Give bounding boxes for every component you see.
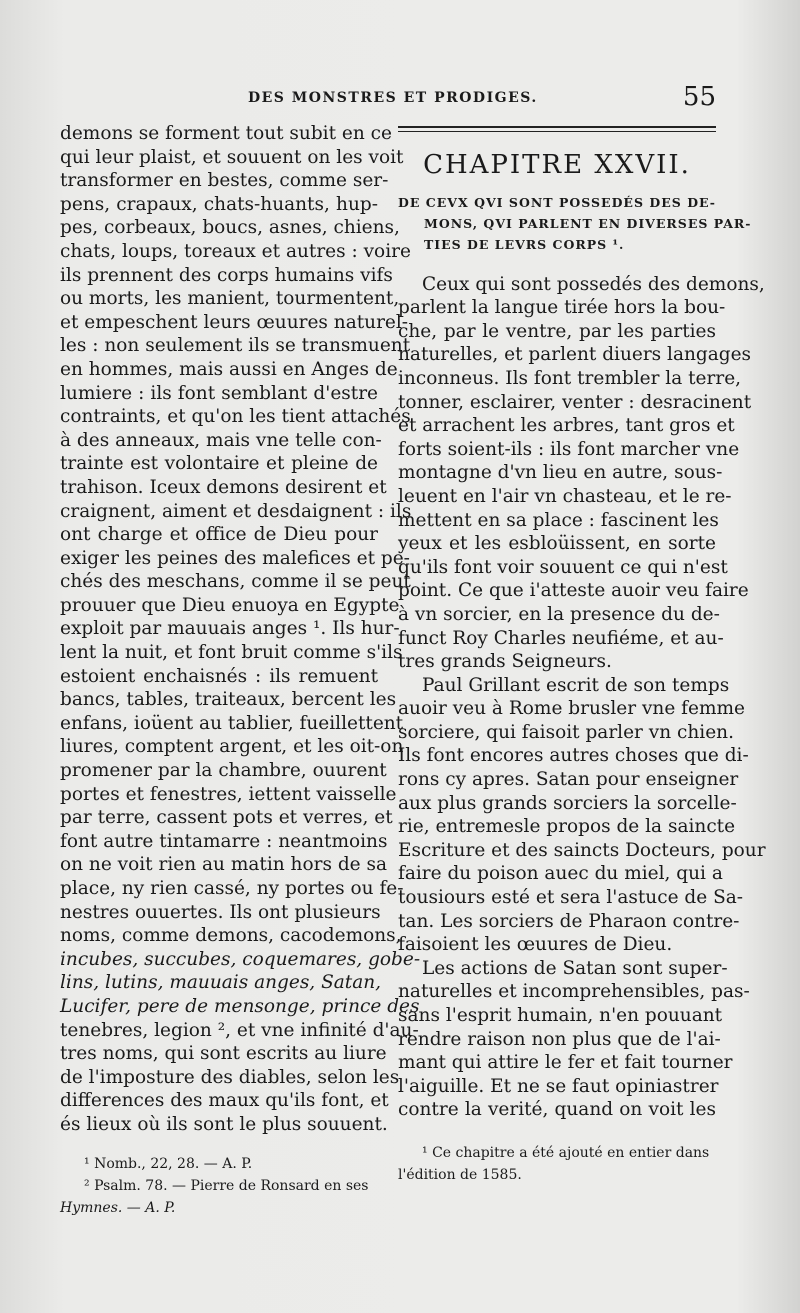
text-line: naturelles, et parlent diuers langages — [398, 344, 752, 366]
footnote: ¹ Nomb., 22, 28. — A. P. — [84, 1155, 253, 1172]
footnotes — [398, 1142, 716, 1186]
text-line: les : non seulement ils se transmuent — [60, 335, 411, 357]
text-line: leuent en l'air vn chasteau, et le re- — [398, 485, 732, 507]
text-line: rendre raison non plus que de l'ai- — [398, 1028, 721, 1050]
text-line: noms, comme demons, cacodemons, — [60, 925, 402, 947]
text-line: che, par le ventre, par les parties — [398, 320, 716, 342]
text-line: transformer en bestes, comme ser- — [60, 170, 389, 192]
text-line: qui leur plaist, et souuent on les voit — [60, 146, 404, 168]
text-line: lins, lutins, mauuais anges, Satan, — [60, 972, 382, 994]
text-line: Ils font encores autres choses que di- — [398, 745, 749, 767]
text-line: exiger les peines des malefices et pe- — [60, 547, 410, 569]
text-line: tenebres, legion ², et vne infinité d'au- — [60, 1019, 419, 1041]
text-line: és lieux où ils sont le plus souuent. — [60, 1113, 388, 1135]
text-line: inconneus. Ils font trembler la terre, — [398, 367, 742, 389]
text-line: et arrachent les arbres, tant gros et — [398, 415, 735, 437]
subtitle-line: TIES DE LEVRS CORPS ¹. — [424, 236, 625, 252]
page-number: 55 — [682, 82, 716, 112]
double-rule-top — [398, 126, 716, 128]
text-line: chés des meschans, comme il se peut — [60, 571, 411, 593]
footnotes — [60, 1153, 378, 1219]
text-line: Lucifer, pere de mensonge, prince des — [60, 995, 420, 1017]
text-line: faire du poison auec du miel, qui a — [398, 863, 723, 885]
text-line: yeux et les esbloüissent, en sorte — [398, 533, 716, 555]
text-line: rie, entremesle propos de la saincte — [398, 816, 736, 838]
footnote: Hymnes. — A. P. — [60, 1199, 176, 1216]
text-line: montagne d'vn lieu en autre, sous- — [398, 462, 723, 484]
text-line: pes, corbeaux, boucs, asnes, chiens, — [60, 217, 400, 239]
text-line: et empeschent leurs œuures naturel- — [60, 311, 409, 333]
text-line: Escriture et des saincts Docteurs, pour — [398, 839, 766, 861]
text-line: tousiours esté et sera l'astuce de Sa- — [398, 887, 744, 909]
text-line: ont charge et office de Dieu pour — [60, 524, 378, 546]
text-line: ils prennent des corps humains vifs — [60, 264, 393, 286]
text-line: funct Roy Charles neufiéme, et au- — [398, 627, 724, 649]
text-line: point. Ce que i'atteste auoir veu faire — [398, 580, 749, 602]
text-line: trainte est volontaire et pleine de — [60, 453, 378, 475]
chapter-subtitle — [398, 192, 752, 255]
text-line: differences des maux qu'ils font, et — [60, 1090, 389, 1112]
left-column — [60, 122, 421, 1219]
text-line: nestres ouuertes. Ils ont plusieurs — [60, 901, 381, 923]
text-line: parlent la langue tirée hors la bou- — [398, 297, 726, 319]
text-line: ou morts, les manient, tourmentent, — [60, 288, 400, 310]
text-line: sorciere, qui faisoit parler vn chien. — [398, 721, 734, 743]
double-rule-bottom — [398, 131, 716, 132]
text-line: par terre, cassent pots et verres, et — [60, 807, 393, 829]
subtitle-line: DE CEVX QVI SONT POSSEDÉS DES DE- — [398, 194, 716, 210]
text-line: contraints, et qu'on les tient attachés — [60, 406, 411, 428]
footnote: ² Psalm. 78. — Pierre de Ronsard en ses — [84, 1177, 369, 1194]
text-line: place, ny rien cassé, ny portes ou fe- — [60, 878, 404, 899]
text-line: de l'imposture des diables, selon les — [60, 1066, 400, 1088]
text-line: forts soient-ils : ils font marcher vne — [398, 438, 740, 460]
text-line: liures, comptent argent, et les oit-on — [60, 736, 404, 758]
text-line: contre la verité, quand on voit les — [398, 1099, 716, 1121]
text-line: à vn sorcier, en la presence du de- — [398, 603, 720, 625]
text-line: font autre tintamarre : neantmoins — [60, 830, 388, 852]
footnote: ¹ Ce chapitre a été ajouté en entier dans — [422, 1144, 710, 1161]
text-line: qu'ils font voir souuent ce qui n'est — [398, 556, 728, 578]
right-column — [398, 122, 766, 1186]
running-title: DES MONSTRES ET PRODIGES. — [248, 90, 538, 106]
text-line: lent la nuit, et font bruit comme s'ils — [60, 642, 403, 664]
text-line: auoir veu à Rome brusler vne femme — [398, 698, 745, 720]
text-line: mant qui attire le fer et fait tourner — [398, 1052, 733, 1074]
running-header — [60, 82, 716, 118]
text-line: rons cy apres. Satan pour enseigner — [398, 769, 739, 791]
text-line: craignent, aiment et desdaignent : ils — [60, 500, 412, 522]
text-line: à des anneaux, mais vne telle con- — [60, 429, 382, 451]
text-line: enfans, ioüent au tablier, fueillettent — [60, 712, 404, 734]
text-line: tonner, esclairer, venter : desracinent — [398, 391, 752, 413]
text-line: Paul Grillant escrit de son temps — [422, 674, 730, 696]
text-line: tres grands Seigneurs. — [398, 651, 612, 673]
text-line: trahison. Iceux demons desirent et — [60, 476, 387, 498]
text-line: Ceux qui sont possedés des demons, — [422, 273, 765, 295]
text-line: Les actions de Satan sont super- — [422, 957, 728, 979]
text-line: promener par la chambre, ouurent — [60, 760, 387, 782]
text-line: chats, loups, toreaux et autres : voire — [60, 240, 411, 262]
text-line: bancs, tables, traiteaux, bercent les — [60, 689, 397, 711]
text-line: estoient enchaisnés : ils remuent — [60, 665, 378, 687]
text-line: sans l'esprit humain, n'en pouuant — [398, 1005, 723, 1026]
subtitle-line: MONS, QVI PARLENT EN DIVERSES PAR- — [424, 215, 752, 231]
footnote: l'édition de 1585. — [398, 1166, 522, 1183]
text-line: incubes, succubes, coquemares, gobe- — [60, 948, 421, 970]
text-line: mettent en sa place : fascinent les — [398, 509, 719, 531]
text-line: exploit par mauuais anges ¹. Ils hur- — [60, 618, 400, 640]
text-line: pens, crapaux, chats-huants, hup- — [60, 193, 378, 215]
text-line: lumiere : ils font semblant d'estre — [60, 382, 378, 404]
chapter-title: CHAPITRE XXVII. — [423, 150, 691, 180]
text-line: faisoient les œuures de Dieu. — [398, 934, 673, 956]
text-line: aux plus grands sorciers la sorcelle- — [398, 792, 737, 814]
text-line: naturelles et incomprehensibles, pas- — [398, 981, 750, 1003]
text-line: en hommes, mais aussi en Anges de — [60, 358, 398, 380]
text-line: tan. Les sorciers de Pharaon contre- — [398, 910, 740, 932]
text-line: l'aiguille. Et ne se faut opiniastrer — [398, 1075, 719, 1097]
text-line: tres noms, qui sont escrits au liure — [60, 1043, 387, 1065]
text-line: prouuer que Dieu enuoya en Egypte — [60, 594, 400, 616]
text-line: on ne voit rien au matin hors de sa — [60, 854, 388, 876]
text-line: portes et fenestres, iettent vaisselle — [60, 783, 397, 805]
text-line: demons se forment tout subit en ce — [60, 123, 392, 144]
